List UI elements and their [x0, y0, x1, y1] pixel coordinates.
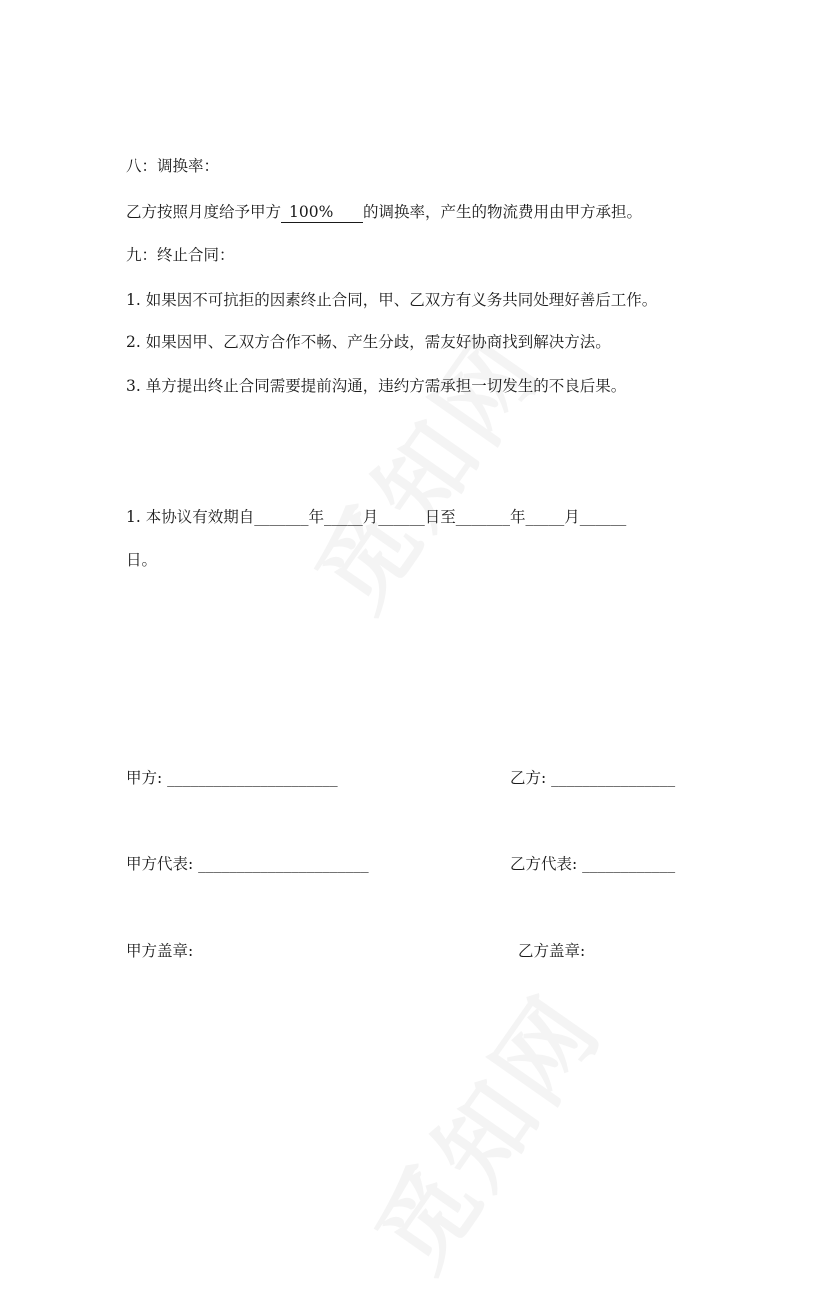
section-9-item: 2. 如果因甲、乙双方合作不畅、产生分歧，需友好协商找到解决方法。	[126, 333, 611, 351]
validity-line-1: 1. 本协议有效期自_______年_____月______日至_______年_____月______	[126, 508, 627, 526]
validity-line-2: 日。	[126, 551, 158, 569]
party-b-seal: 乙方盖章:	[518, 942, 586, 960]
party-a-signature: 甲方: ______________________	[126, 769, 338, 787]
watermark	[339, 964, 627, 1293]
exchange-rate-value: 100%	[281, 202, 363, 223]
section-8-heading: 八：调换率：	[126, 157, 220, 175]
section-8-text-after: 的调换率，产生的物流费用由甲方承担。	[363, 203, 643, 221]
section-8-text-before: 乙方按照月度给予甲方	[126, 203, 282, 221]
watermark	[279, 304, 567, 633]
section-8-text	[126, 201, 642, 223]
section-9-item: 3. 单方提出终止合同需要提前沟通，违约方需承担一切发生的不良后果。	[126, 377, 627, 395]
section-9-item: 1. 如果因不可抗拒的因素终止合同，甲、乙双方有义务共同处理好善后工作。	[126, 291, 658, 309]
section-9-heading: 九：终止合同：	[126, 246, 235, 264]
party-a-rep-signature: 甲方代表: ______________________	[126, 855, 369, 873]
party-b-signature: 乙方: ________________	[510, 769, 676, 787]
party-b-rep-signature: 乙方代表: ____________	[510, 855, 676, 873]
party-a-seal: 甲方盖章:	[126, 942, 194, 960]
